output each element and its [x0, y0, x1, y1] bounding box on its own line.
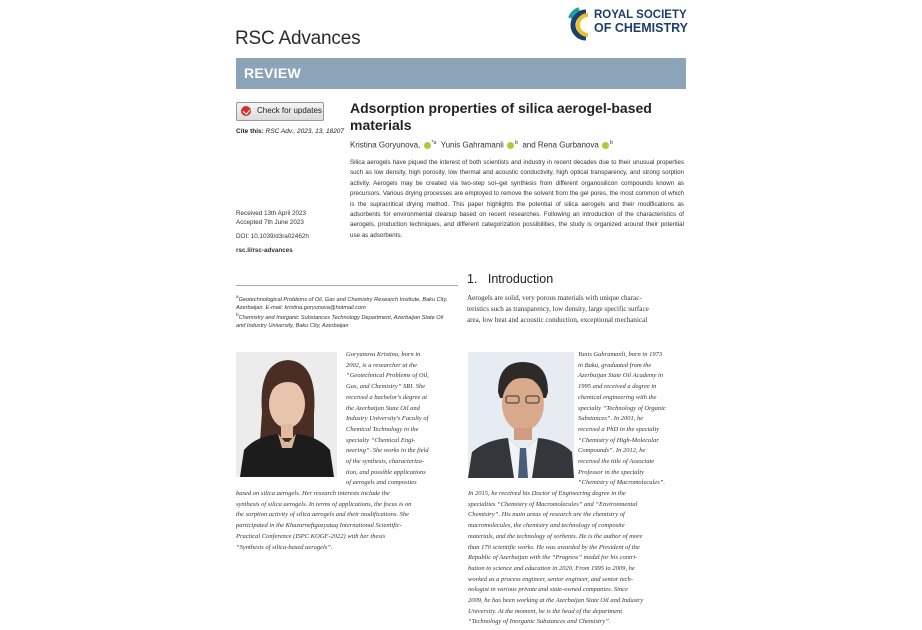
author-affiliation-mark: *a	[431, 140, 437, 146]
article-type: REVIEW	[244, 65, 302, 81]
bio-line: “Synthesis of silica-based aerogels”.	[236, 543, 333, 551]
rsc-emblem-icon	[570, 9, 588, 38]
bio-line: based on silica aerogels. Her research interests include the	[236, 490, 390, 497]
cite-this-value: RSC Adv., 2023, 13, 18207	[265, 128, 345, 135]
received-date: Received 13th April 2023	[236, 210, 307, 217]
bio-line: 2002, is a researcher at the	[346, 361, 418, 369]
section-number: 1.	[467, 272, 478, 286]
bio-gahramanli-full	[468, 489, 686, 628]
bio-line: Practical Conference (ISPC KOGF-2022) with her thesis	[236, 532, 386, 540]
author-list	[350, 140, 613, 150]
bio-line: the Azerbaijan State Oil and	[346, 404, 420, 412]
bio-line: received a PhD in the specialty	[578, 425, 660, 433]
bio-line: tion, and possible applications	[346, 468, 426, 476]
affiliation-line: Azerbaijan. E-mail: kristina.goryunova@hotmail.com	[236, 304, 366, 311]
introduction-text	[467, 293, 687, 326]
bio-line: 1995 and received a degree in	[578, 383, 657, 391]
bio-line: participated in the Khazarneftgazyataq International Scientific-	[236, 522, 402, 530]
bio-line: bution to science and education in 2020. From 1995 to 2009, he	[468, 564, 635, 572]
affiliation-b	[236, 311, 458, 330]
bio-line: In 2015, he received his Doctor of Engineering degree in the	[468, 490, 626, 497]
affiliation-mark: a	[236, 294, 239, 299]
bio-line: macromolecules, the chemistry and technology of composite	[468, 522, 625, 530]
affiliation-line: Geotechnological Problems of Oil, Gas and Chemistry Research Institute, Baku City,	[238, 296, 448, 303]
author-affiliation-mark: b	[515, 140, 518, 146]
author-name: Kristina Goryunova,	[350, 140, 421, 150]
bio-line: neering”. She works in the field	[346, 447, 429, 455]
article-title: Adsorption properties of silica aerogel-based materials	[350, 100, 652, 133]
bio-line: chemical engineering with the	[578, 393, 657, 401]
orcid-icon[interactable]	[602, 142, 609, 149]
bio-line: synthesis of silica aerogels. In terms of applications, the focus is on	[236, 500, 412, 508]
bio-line: Compounds”. In 2012, he	[578, 447, 646, 455]
article-type-band	[236, 58, 686, 89]
section-heading	[467, 272, 553, 286]
bio-line: Azerbaijan State Oil Academy in	[578, 372, 664, 380]
cite-this	[236, 128, 344, 135]
cite-this-label: Cite this:	[236, 128, 264, 135]
accepted-date: Accepted 7th June 2023	[236, 219, 304, 226]
bio-line: Chemistry”. His main areas of research are the chemistry of	[468, 511, 625, 519]
orcid-icon[interactable]	[424, 142, 431, 149]
bio-line: of aerogels and composites	[346, 479, 417, 487]
bio-line: 2009, he has been working at the Azerbaijan State Oil and Industry	[468, 597, 644, 605]
footnote-divider	[236, 285, 458, 286]
author-name: Yunis Gahramanli	[440, 140, 504, 150]
check-for-updates-button[interactable]	[236, 102, 324, 121]
bio-line: specialty “Technology of Organic	[578, 404, 666, 412]
intro-line: Aerogels are solid, very porous materials with unique charac-	[467, 294, 642, 302]
bio-line: Goryunova Kristina, born in	[346, 351, 421, 358]
author-photo-goryunova	[236, 352, 337, 477]
author-photo-gahramanli	[468, 352, 574, 478]
bio-line: University. At the moment, he is the head of the department	[468, 607, 623, 615]
intro-line: area, low heat and acoustic conduction, exceptional mechanical	[467, 316, 648, 324]
check-for-updates-label: Check for updates	[257, 106, 322, 115]
bio-line: Republic of Azerbaijan with the “Progress” medal for his contri-	[468, 554, 638, 562]
bio-goryunova-side	[346, 350, 456, 489]
bio-line: the sorption activity of silica aerogels and their modifications. She	[236, 511, 410, 519]
orcid-icon[interactable]	[507, 142, 514, 149]
bio-line: received the title of Associate	[578, 458, 655, 466]
bio-line: materials, and the technology of sorbents. He is the author of more	[468, 532, 643, 540]
bio-line: Professor in the specialty	[578, 468, 645, 476]
bio-line: Gas, and Chemistry” SRI. She	[346, 383, 426, 391]
bio-line: than 170 scientific works. He was awarded by the President of the	[468, 543, 640, 551]
journal-url[interactable]: rsc.li/rsc-advances	[236, 247, 293, 254]
publisher-name	[594, 9, 688, 35]
affiliation-line: Chemistry and Inorganic Substances Technology Department, Azerbaijan State Oil	[238, 314, 444, 321]
bio-line: “Chemistry of Macromolecules”.	[578, 479, 665, 487]
update-check-icon	[241, 106, 251, 116]
bio-line: “Geotechnical Problems of Oil,	[346, 372, 429, 380]
doi[interactable]: DOI: 10.1039/d3ra02462h	[236, 233, 309, 240]
bio-line: worked as a process engineer, senior engineer, and senior tech-	[468, 575, 633, 583]
bio-line: received a bachelor's degree at	[346, 393, 428, 401]
bio-gahramanli-side	[578, 350, 686, 489]
journal-title: RSC Advances	[235, 28, 361, 49]
bio-line: specialty “Chemical Engi-	[346, 436, 416, 444]
section-title: Introduction	[487, 272, 554, 286]
bio-line: of the synthesis, characteriza-	[346, 458, 424, 466]
bio-line: “Technology of Inorganic Substances and Chemistry”.	[468, 618, 611, 626]
publisher-line-1: ROYAL SOCIETY	[594, 9, 687, 21]
author-affiliation-mark: b	[610, 140, 613, 146]
affiliation-a	[236, 293, 458, 312]
intro-line: teristics such as transparency, low density, large specific surface	[467, 305, 649, 313]
bio-line: in Baku, graduated from the	[578, 361, 652, 369]
affiliation-mark: b	[236, 312, 239, 317]
bio-line: nologist in various private and state-owned companies. Since	[468, 586, 628, 594]
bio-line: “Chemistry of High-Molecular	[578, 436, 659, 444]
publisher-line-2: OF CHEMISTRY	[594, 21, 688, 35]
bio-line: Chemical Technology in the	[346, 425, 419, 433]
bio-line: specialties “Chemistry of Macromolecules” and “Environmental	[468, 500, 638, 508]
bio-line: Yunis Gahramanli, born in 1973	[578, 351, 663, 358]
bio-line: Substances”. In 2001, he	[578, 415, 644, 423]
abstract: Silica aerogels have piqued the interest of both scientists and industry in recent decades due to their unusual properties such as low density, high porosity, low thermal and acoustic conductivity, high optical transparency, and strong sorption activity. Aerogels may be created via two-step sol–gel synthesis from different organosilicon compounds known as precursors. Various drying processes are employed to remove the solvent from the gel pores, the most common of which is the supracritical drying method. This paper highlights the potential of silica aerogels and their modifications as adsorbents for environmental cleanup based on recent researches. Following an introduction of the characteristics of aerogels, production techniques, and different categorization possibilities, the study is organized around their potential use as adsorbents.	[350, 159, 684, 239]
bio-line: Industry University's Faculty of	[346, 415, 429, 423]
bio-goryunova-full	[236, 489, 458, 553]
affiliation-line: and Industry University, Baku City, Azerbaijan	[236, 322, 349, 329]
author-name: and Rena Gurbanova	[522, 140, 599, 150]
